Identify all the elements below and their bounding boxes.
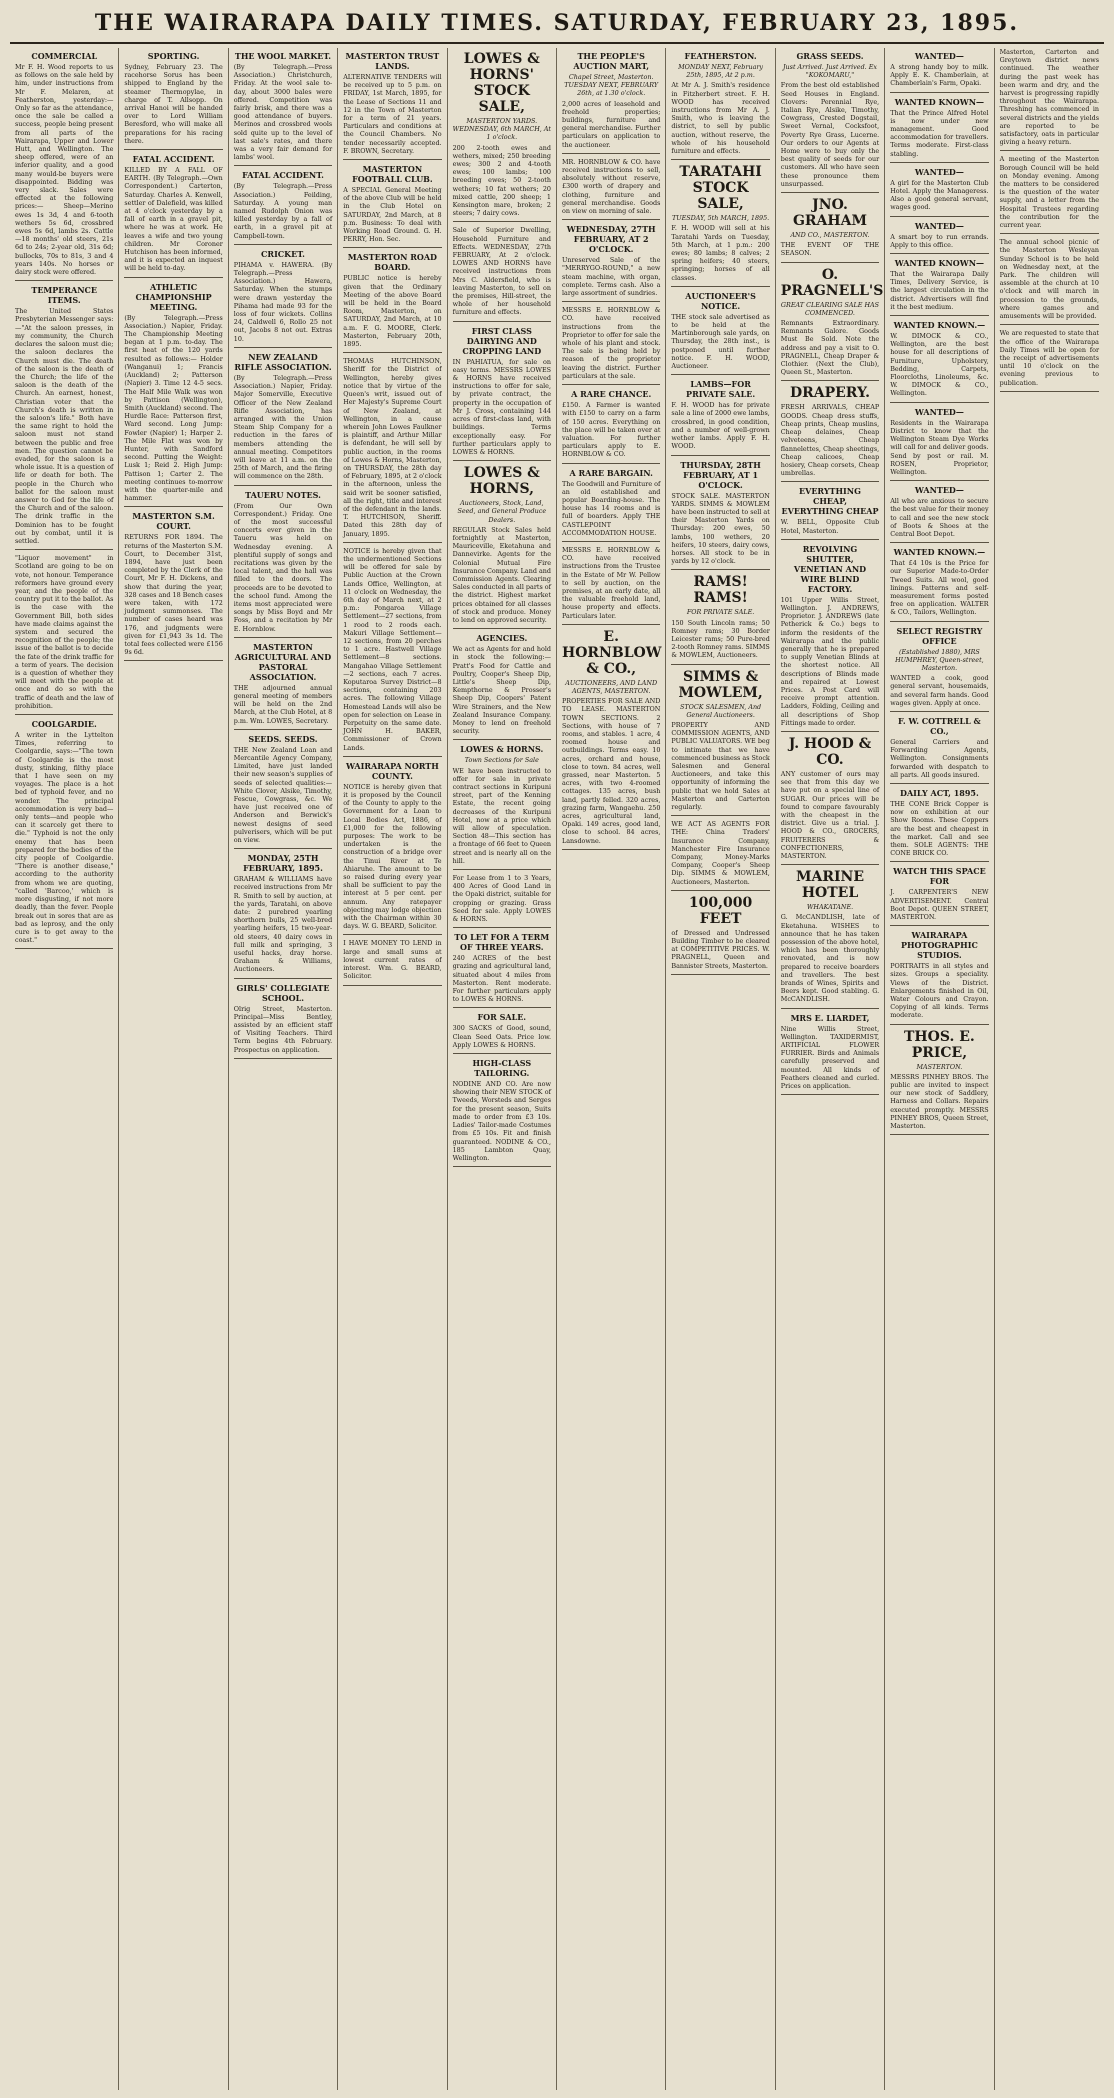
article-heading: WANTED KNOWN.— [893,547,986,558]
article-heading: REVOLVING SHUTTER, VENETIAN AND WIRE BLIND FACTORY. [793,543,867,594]
article [562,158,660,220]
article [890,547,988,621]
column-10 [995,48,1104,2090]
article-heading: LAMBS—FOR PRIVATE SALE. [686,379,756,400]
article-body: 101 Upper Willis Street, Wellington. J. ANDREWS, Proprietor. J. ANDREWS (late Petherick & Co.) begs to inform the residents of the Wairarapa and the public generally that he is prepared to supply Venetian Blinds at the shortest notice. All descriptions of Blinds made and repaired at Lowest Prices. A Post Card will receive prompt attention. Ladders, Folding, Ceiling and all descriptions of Shop Fittings made to order. [780,595,880,727]
article-subheading: MASTERTON. [916,1062,963,1071]
article [453,465,551,629]
column-5 [448,48,557,2090]
article-body: W. DIMOCK & CO., Wellington, are the best house for all descriptions of Furniture, Upholstery, Bedding, Carpets, Floorcloths, Linoleums, &c. W. DIMOCK & CO., Wellington. [890,332,989,398]
article-body: "Liquor movement" in Scotland are going to be on vote, not honour. Temperance reformers have ground every year, and the people of the country put it to the ballot. As is the case with the Government Bill, both sides have made claims against the system and secured the recognition of the people; the issue of the ballot is to decide the fate of the drink traffic for a term of years. The decision is a question of whether they will meet with the people at once and do so with the traffic of death and the law of prohibition. [15,554,114,710]
article [781,51,879,193]
article-body: A smart boy to run errands. Apply to this office. [890,232,989,249]
article-body: The United States Presbyterian Messenger says:—"At the saloon presses, in my community, the Church declares the saloon must die; the saloon declares the Church must die. The death of the saloon is the death of the Church; the life of the saloon is the death of the Church. An earnest, honest, Christian voter that the Church's death is written in the saloon's life." Both have the same right to hold the saloon must not stand between the public and free men. The question cannot be evaded, for the saloon is a whole issue. It is a question of life or death for both. The people in the Church who ballot for the saloon must answer to God for the life of the Church and of the saloon. The drink traffic in the Dominion has to be fought out by combat, until it is settled. [15,307,114,545]
article [890,407,988,481]
article [781,869,879,1008]
article-body: That the Prince Alfred Hotel is now under new management. Good accommodation for travellers. Terms moderate. First-class stabling. [890,108,989,158]
article-subheading: Just Arrived. Just Arrived. Ex "KOKOMARU," [782,63,877,80]
article-body: General Carriers and Forwarding Agents, Wellington. Consignments forwarded with despatch to all parts. All goods insured. [890,737,989,779]
column-grid [10,48,1104,2090]
article-heading: JNO. GRAHAM [792,197,868,230]
article [234,352,332,486]
newspaper-masthead: THE WAIRARAPA DAILY TIMES. SATURDAY, FEBRUARY 23, 1895. [10,8,1104,44]
article [890,930,988,1024]
article-body: At Mr A. J. Smith's residence in Fitzherbert street. F. H. WOOD has received instructions from Mr A. J. Smith, who is leaving the district, to sell by public auction, without reserve, the whole of his household furniture and effects. [671,81,770,156]
article-body: Sale of Superior Dwelling, Household Furniture and Effects. WEDNESDAY, 27th FEBRUARY, At 2 o'clock. LOWES AND HORNS have received instructions from Mrs C. Aldersfield, who is leaving Masterton, to sell on the premises, Hill-street, the whole of her household furniture and effects. [452,226,551,317]
article-heading: SIMMS & MOWLEM, [678,668,763,701]
article-body: W. BELL, Opposite Club Hotel, Masterton. [780,518,880,535]
article-heading: WANTED— [914,485,964,496]
article-body: A meeting of the Masterton Borough Council will be held on Monday evening. Among the matters to be considered is the question of the water supply, and a letter from the Hospital Trustees regarding the contribution for the current year. [999,155,1099,230]
article-heading: WAIRARAPA PHOTOGRAPHIC STUDIOS. [900,930,978,961]
article-heading: F. W. COTTRELL & CO., [898,715,981,736]
article-body: ALTERNATIVE TENDERS will be received up to 5 p.m. on FRIDAY, 1st March, 1895, for the Lease of Sections 11 and 12 in the Town of Masterton for a term of 21 years. Particulars and conditions at the Council Chambers. No tender necessarily accepted. F. BROWN, Secretary. [343,73,442,155]
article [1000,238,1099,325]
article-heading: THE PEOPLE'S AUCTION MART, [573,51,650,71]
article-heading: WANTED KNOWN— [894,258,985,269]
article [562,306,660,385]
article [453,326,551,461]
article-heading: RAMS! RAMS! [693,574,748,607]
article-body: 240 ACRES of the best grazing and agricultural land, situated about 4 miles from Masterton. Rent moderate. For further particulars apply to LOWES & HORNS. [452,954,551,1004]
article [453,932,551,1008]
article-subheading: Chapel Street, Masterton. TUESDAY NEXT, FEBRUARY 26th, at 1.30 o'clock. [564,73,659,98]
article-body: G. McCANDLISH, late of Eketahuna. WISHES to announce that he has taken possession of the above hotel, which has been thoroughly renovated, and is now prepared to receive boarders and travellers. The best brands of Wines, Spirits and Beers kept. Good stabling. G. McCANDLISH. [780,913,880,1004]
article-subheading: AUCTIONEERS, AND LAND AGENTS, MASTERTON. [565,678,658,695]
article [343,761,441,936]
article-heading: O. PRAGNELL'S [780,266,884,299]
article-subheading: MASTERTON YARDS. WEDNESDAY, 6th MARCH, At 1 o'clock. [452,117,551,142]
article-body: Sydney, February 23. The racehorse Sorus has been shipped to England by the steamer Thermopylae, in charge of T. Allsopp. On arrival Hanoi will be handed over to Lord William Beresford, who will make all preparations for his racing there. [124,63,223,145]
article [343,164,441,248]
article-heading: ATHLETIC CHAMPIONSHIP MEETING. [135,281,212,312]
article [890,258,988,316]
article-heading: GIRLS' COLLEGIATE SCHOOL. [236,982,330,1003]
article-body: FRESH ARRIVALS, CHEAP GOODS. Cheap dress stuffs, Cheap prints, Cheap muslins, Cheap delaines, Cheap velveteens, Cheap flannelettes, Cheap sheetings, Cheap calicoes, Cheap hosiery, Cheap corsets, Cheap umbrellas. [780,403,880,478]
article-body: THE stock sale advertised as to be held at the Martinborough sale yards, on Thursday, the 28th inst., is postponed until further notice. F. H. WOOD, Auctioneer. [671,312,770,371]
article [671,164,769,287]
article-body: PORTRAITS in all styles and sizes. Groups a speciality. Views of the District. Enlargements finished in Oil, Water Colours and Crayon. Copying of all kinds. Terms moderate. [890,962,989,1020]
article-body: KILLED BY A FALL OF EARTH. (By Telegraph.—Own Correspondent.) Carterton, Saturday. Charles A. Kenwell, settler of Dalefield, was killed at 4 o'clock yesterday by a fall of earth in a gravel pit, where he was at work. He leaves a wife and two young children. Mr Coroner Hutchison has been informed, and it is expected an inquest will be held to-day. [124,166,223,273]
article [124,51,222,150]
article [234,983,332,1059]
article [671,291,769,375]
article [343,547,441,757]
article [781,197,879,263]
article [1000,48,1099,151]
article [343,357,441,542]
article [890,320,988,403]
article [234,249,332,348]
article [671,460,769,571]
article-body: PUBLIC notice is hereby given that the Ordinary Meeting of the above Board will be held in the Board Room, Masterton, on SATURDAY, 2nd March, at 10 a.m. F. G. MOORE, Clerk. Masterton, February 20th, 1895. [343,274,442,349]
article [780,266,884,382]
article-body: That £4 10s is the Price for our Superior Made-to-Order Tweed Suits. All wool, good linings. Patterns and self-measurement forms posted free on application. WALTER & CO., Tailors, Wellington. [890,559,989,617]
article [15,51,113,281]
article [343,252,441,353]
article-heading: WANTED— [914,51,964,61]
article-heading: LOWES & HORNS, [463,465,540,498]
article-body: A writer in the Lyttelton Times, referring to Coolgardie, says:—"The town of Coolgardie is the most dusty, stinking, filthy place that I have seen on my voyages. The place is a hot bed of typhoid fever, and no wonder. The principal accommodation is very bad—only tents—and people who can it scarcely get there to die." Typhoid is not the only enemy that has been prepared for the bodies of the city people of Coolgardie. "There is another disease," according to the authority from whom we are quoting, "called 'Barcoo,' which is more disgusting, if not more deadly, than the fever. People break out in sores that are as bad as leprosy, and the only cure is to get away to the coast." [15,731,114,945]
article-body: Mr F. H. Wood reports to us as follows on the sale held by him, under instructions from Mr F. Melaren, at Featherston, yesterday:— Only so far as the attendance, once the sale be called a success, people being present from all parts of the Wairarapa, Upper and Lower Hutt, and Wellington. The sheep offered, were of an inferior quality, and a good many would-be buyers were disappointed. Bidding was very slack. Sales were effected at the following prices:— Sheep—Merino ewes 1s 3d, 4 and 6-tooth wethers 5s 6d, crossbred ewes 5s 6d, lambs 2s. Cattle—18 months' old steers, 21s 6d to 24s; 2-year old, 31s 6d; bullocks, 70s to 81s, 3 and 4 years 140s. No horses or dairy stock were offered. [15,63,114,277]
article [343,51,441,160]
article-heading: WANTED— [914,166,964,177]
article [671,379,769,455]
article-body: PROPERTIES FOR SALE AND TO LEASE. MASTERTON TOWN SECTIONS. 2 Sections, with house of 7 rooms, and stables. 1 acre, 4 roomed house and outbuildings. Terms easy. 10 acres, orchard and house, close to town. 84 acres, well grassed, near Masterton. 5 acres, with two 4-roomed cottages. 135 acres, bush land, partly felled. 320 acres, grazing farm, Wangaehu. 250 acres, agricultural land, Opaki. 149 acres, good land, close to school. 84 acres, Lansdowne. [562,697,661,845]
article-heading: WANTED KNOWN.— [893,320,986,331]
article-body: NOTICE is hereby given that the undermentioned Sections will be offered for sale by Public Auction at the Crown Lands Office, Wellington, at 11 o'clock on Wednesday, the 6th day of March next, at 2 p.m.: Pongaroa Village Settlement—27 sections, from 1 rood to 2 roods each. Makuri Village Settlement—12 sections, from 20 perches to 1 acre. Hastwell Village Settlement—8 sections. Mangahao Village Settlement—2 sections, each 7 acres. Koputaroa Survey District—8 sections, containing 203 acres. The following Village Homestead Lands will also be open for selection on Lease in Perpetuity on the same date. JOHN H. BAKER, Commissioner of Crown Lands. [343,546,442,752]
article-heading: J. HOOD & CO. [788,735,872,768]
article [562,468,660,542]
column-8 [776,48,885,2090]
column-6 [557,48,666,2090]
article-body: STOCK SALE. MASTERTON YARDS. SIMMS & MOWLEM have been instructed to sell at their Masterton Yards on Thursday: 200 ewes, 50 lambs, 100 wethers, 20 heifers, 10 steers, dairy cows, horses. All stock to be in yards by 12 o'clock. [671,491,770,566]
article [453,744,551,870]
article-body: PROPERTY AND COMMISSION AGENTS, AND PUBLIC VALUATORS. WE beg to intimate that we have commenced business as Stock Salesmen and General Auctioneers, and take this opportunity of informing the public that we hold Sales at Masterton and Carterton regularly. [671,720,770,811]
column-9 [885,48,994,2090]
article-body: THOMAS HUTCHINSON, Sheriff for the District of Wellington, hereby gives notice that by virtue of the Queen's writ, issued out of Her Majesty's Supreme Court of New Zealand, at Wellington, in a cause wherein John Lowes Faulkner is plaintiff, and Arthur Millar is defendant, he will sell by public auction, in the rooms of Lowes & Horns, Masterton, on THURSDAY, the 28th day of February, 1895, at 2 o'clock in the afternoon, unless the said writ be sooner satisfied, all the right, title and interest of the defendant in the lands. T. HUTCHISON, Sheriff. Dated this 28th day of January, 1895. [343,357,442,538]
article [343,939,441,985]
article-body: 200 2-tooth ewes and wethers, mixed; 250 breeding ewes; 300 2 and 4-tooth ewes; 100 lambs; 100 breeding ewes; 50 2-tooth wethers; 10 fat wethers; 20 mixed cattle, 200 sheep; 1 Kensington mare, broken; 2 steers; 7 dairy cows. [452,143,551,218]
article [562,546,660,625]
column-7 [666,48,775,2090]
article-subheading: Town Sections for Sale [464,756,539,765]
article [15,719,113,949]
article-heading: E. HORNBLOW & CO., [562,628,662,677]
article-heading: FIRST CLASS DAIRYING AND CROPPING LAND [462,325,542,356]
article-subheading: WHAKATANE. [806,903,854,912]
article [234,734,332,849]
article [124,282,222,508]
article-heading: A RARE CHANCE. [571,389,652,400]
article-heading: WATCH THIS SPACE FOR [893,866,986,887]
article-heading: MASTERTON S.M. COURT. [132,511,215,532]
article [234,51,332,166]
article-heading: WANTED— [914,220,964,231]
article-body: of Dressed and Undressed Building Timber to be cleared at COMPETITIVE PRICES. W. PRAGNELL, Queen and Bannister Streets, Masterton. [671,928,770,970]
article-body: 300 SACKS of Good, sound, Clean Seed Oats. Price low. Apply LOWES & HORNS. [452,1024,551,1049]
article-body: (By Telegraph.—Press Association.) Christchurch, Friday. At the wool sale to-day, about 3000 bales were offered. Competition was fairly brisk, and there was a good attendance of buyers. Merinos and crossbred wools sold quite up to the level of last sale's rates, and there was a very fair demand for lambs' wool. [233,63,333,162]
article [1000,155,1099,234]
article-body: RETURNS FOR 1894. The returns of the Masterton S.M. Court, to December 31st, 1894, have just been completed by the Clerk of the Court, Mr F. H. Dickens, and show that during the year, 328 cases and 18 Bench cases were taken, with 172 judgment summonses. The number of cases heard was 176, and judgments were given for £1,943 3s 1d. The total fees collected were £156 9s 6d. [124,533,223,657]
article-heading: SEEDS. SEEDS. [248,733,318,744]
article-heading: COOLGARDIE. [31,719,97,730]
article [890,716,988,784]
article [562,629,660,850]
article-body: MESSRS PINHEY BROS. The public are invited to inspect our new stock of Saddlery, Harness and Collars. Repairs executed promptly. MESSRS PINHEY BROS, Queen Street, Masterton. [890,1072,989,1131]
article [671,574,769,664]
article-subheading: (Established 1880), MRS HUMPHREY, Queen-street, Masterton. [895,647,984,672]
article-heading: WEDNESDAY, 27TH FEBRUARY, AT 2 O'CLOCK. [566,224,656,255]
article-body: For Lease from 1 to 3 Years, 400 Acres of Good Land in the Opaki district, suitable for cropping or grazing. Grass Seed for sale. Apply LOWES & HORNS. [452,874,551,924]
article-body: Remnants Extraordinary. Remnants Galore. Goods Must Be Sold. Note the address and pay a visit to O. PRAGNELL, Cheap Draper & Clothier. (Next the Club), Queen St., Masterton. [780,319,880,377]
article-body: WE have been instructed to offer for sale in private contract sections in Kuripuni street, part of the Kenning Estate, the recent going decreases of the Kuripuni Hotel, now at a price which will allow of speculation. Section 48—This section has a frontage of 66 feet to Queen street and is nearly all on the hill. [452,766,551,865]
article [890,788,988,862]
article-subheading: MONDAY NEXT, February 25th, 1895, At 2 p.m. [678,63,764,80]
article-heading: DAILY ACT, 1895. [900,787,979,798]
article-heading: NEW ZEALAND RIFLE ASSOCIATION. [234,351,332,372]
article [124,154,222,278]
article-subheading: STOCK SALESMEN, And General Auctioneers. [680,702,762,719]
article-body: From the best old established Seed Houses in England. Clovers: Perennial Rye, Italian Rye, Alsike, Timothy, Cowgrass, Crested Dogstail, Sweet Vernal, Cocksfoot, Poverty Rye Grass, Lucerne. Our orders to our Agents at Home were to buy only the best quality of seeds for our customers. All who have seen these pronounce them unsurpassed. [780,81,880,188]
article-heading: FOR SALE. [477,1012,527,1023]
article-body: We act as Agents for and hold in stock the following:— Pratt's Food for Cattle and Poultry, Cooper's Sheep Dip, Little's Sheep Dip, Kempthorne & Prosser's Sheep Dip, Coopers' Patent Wire Strainers, and the New Zealand Insurance Company. Money to lend on freehold security. [452,645,551,736]
article-heading: WANTED KNOWN— [894,96,985,107]
article [671,51,769,160]
article-body: MR. HORNBLOW & CO. have received instructions to sell, absolutely without reserve, £300 worth of drapery and clothing, furniture and general merchandise. Goods on view on morning of sale. [562,157,661,216]
article-heading: 100,000 FEET [688,894,753,927]
article [234,170,332,244]
article [453,51,551,222]
article [1000,329,1099,391]
article-heading: SPORTING. [147,51,200,61]
article-body: WE ACT AS AGENTS FOR THE: China Traders' Insurance Company, Manchester Fire Insurance Company, Money-Marks Company, Cooper's Sheep Dip. SIMMS & MOWLEM, Auctioneers, Masterton. [671,820,770,886]
article-body: A strong handy boy to milk. Apply E. K. Chamberlain, at Chamberlain's Farm, Opaki. [890,63,989,88]
article-subheading: AND CO., MASTERTON. [790,231,870,240]
article [562,51,660,154]
article [781,544,879,732]
article [890,1029,988,1136]
column-2 [119,48,228,2090]
article-subheading: Auctioneers, Stock, Land, Seed, and General Produce Dealers. [457,499,547,524]
article-heading: LOWES & HORNS' STOCK SALE, [463,51,540,115]
article [234,490,332,638]
article-heading: TO LET FOR A TERM OF THREE YEARS. [454,932,550,953]
article-body: PIHAMA v. HAWERA. (By Telegraph.—Press Association.) Hawera, Saturday. When the stumps were drawn yesterday the Pihama had made 93 for the loss of four wickets. Collins 24, Caldwell 6, Rollo 25 not out, Jacobs 8 not out. Extras 10. [233,260,333,343]
article-heading: MONDAY, 25TH FEBRUARY, 1895. [243,853,323,874]
column-4 [338,48,447,2090]
article [781,736,879,865]
article-heading: WANTED— [914,406,964,417]
article [453,874,551,928]
article [562,389,660,463]
article-body: MESSRS E. HORNBLOW & CO. have received instructions from the Trustee in the Estate of Mr W. Pellow to sell by auction, on the premises, at an early date, all the valuable freehold land, house property and effects. Particulars later. [562,545,661,620]
article-heading: THE WOOL MARKET. [234,51,332,61]
article-heading: MRS E. LIARDET, [790,1012,870,1023]
article-body: 150 South Lincoln rams; 50 Romney rams; 30 Border Leicester rams; 50 Pure-bred 2-tooth Romney rams. SIMMS & MOWLEM, Auctioneers. [671,618,770,660]
article [890,97,988,163]
article-body: (By Telegraph.—Press Association.) Napier, Friday. The Championship Meeting began at 1 p.m. to-day. The first heat of the 120 yards resulted as follows:— Holder (Wanganui) 1; Francis (Auckland) 2; Patterson (Napier) 3. Time 12 4-5 secs. The Half Mile Walk was won by Pattison (Wellington), Smith (Auckland) second. The Hurdle Race: Patterson first, Ward second. Long Jump: Fowler (Napier) 1; Harper 2. The Mile Flat was won by Hunter, with Sandford second. Putting the Weight: Lusk 1; Reid 2. High Jump: Pattison 1; Carter 2. The meeting continues to-morrow with the quarter-mile and hammer. [124,313,223,503]
article [15,554,113,715]
article-subheading: FOR PRIVATE SALE. [686,608,755,617]
article [124,511,222,661]
article-body: REGULAR Stock Sales held fortnightly at Masterton, Mauriceville, Eketahuna and Dannevirke. Agents for the Colonial Mutual Fire Insurance Company. Land and Commission Agents. Clearing Sales conducted in all parts of the district. Highest market prices obtained for all classes of stock and produce. Money to lend on approved security. [452,525,551,624]
article-body: Nine Willis Street, Wellington. TAXIDERMIST, ARTIFICIAL FLOWER FURRIER. Birds and Animals carefully preserved and mounted. All kinds of Feathers cleaned and curled. Prices on application. [780,1024,880,1091]
article [890,485,988,543]
article-body: GRAHAM & WILLIAMS have received instructions from Mr R. Smith to sell by auction, at the yards, Taratahi, on above date: 2 purebred yearling shorthorn bulls, 25 well-bred yearling heifers, 15 two-year-old steers, 40 dairy cows in full milk and springing, 3 useful hacks, dray horse. Graham & Williams, Auctioneers. [233,875,333,974]
article-body: (From Our Own Correspondent.) Friday. One of the most successful concerts ever given in the Taueru was held on Wednesday evening. A plentiful supply of songs and recitations was given by the local talent, and the hall was filled to the doors. The proceeds are to be devoted to the school fund. Among the items most appreciated were songs by Miss Boyd and Mr Foss, and a recitation by Mr E. Hornblow. [233,501,333,633]
article-body: Masterton, Carterton and Greytown district news continued. The weather during the past week has been warm and dry, and the harvest is progressing rapidly throughout the Wairarapa. Threshing has commenced in several districts and the yields are reported to be satisfactory, oats in particular giving a heavy return. [999,48,1099,147]
article-heading: WAIRARAPA NORTH COUNTY. [345,760,439,781]
article [781,385,879,482]
article-body: F. H. WOOD has for private sale a line of 2000 ewe lambs, crossbred, in good condition, and a number of well-grown wether lambs. Apply F. H. WOOD. [671,401,770,451]
article-body: F. H. WOOD will sell at his Taratahi Yards on Tuesday, 5th March, at 1 p.m.: 200 ewes; 80 lambs; 8 calves; 2 spring heifers; 40 steers, springing; horses of all classes. [671,224,770,282]
article [453,1012,551,1054]
article-body: (By Telegraph.—Press Association.) Feilding, Saturday. A young man named Rudolph Onion was killed yesterday by a fall of earth, in a gravel pit at Campbell-town. [233,182,333,240]
article-heading: MASTERTON ROAD BOARD. [347,252,437,273]
article-heading: GRASS SEEDS. [796,51,864,61]
article-body: IN PAHIATUA, for sale on easy terms. MESSRS LOWES & HORNS have received instructions to offer for sale, by private contract, the property in the occupation of Mr J. Cross, containing 144 acres of first-class land, with buildings. Terms exceptionally easy. For further particulars apply to LOWES & HORNS. [452,357,551,456]
column-1 [10,48,119,2090]
article [562,224,660,302]
article [671,895,769,975]
article-body: WANTED a cook, good general servant, housemaids, and several farm hands. Good wages given. Apply at once. [890,674,989,707]
article-heading: THOS. E. PRICE, [904,1028,975,1061]
article-heading: COMMERCIAL [31,51,98,61]
article [781,1013,879,1096]
article-body: A SPECIAL General Meeting of the above Club will be held in the Club Hotel on SATURDAY, 2nd March, at 8 p.m. Business: To deal with Working Road Ground. G. H. PERRY, Hon. Sec. [343,186,442,244]
column-3 [229,48,338,2090]
article [15,285,113,550]
article-heading: HIGH-CLASS TAILORING. [472,1058,532,1079]
article-body: The annual school picnic of the Masterton Wesleyan Sunday School is to be held on Wednesday next, at the Park. The children will assemble at the church at 10 o'clock and will march in procession to the grounds, where games and amusements will be provided. [999,238,1099,321]
article-body: A girl for the Masterton Club Hotel. Apply the Manageress. Also a good general servant, wages good. [890,178,989,212]
article-body: THE EVENT OF THE SEASON. [780,241,880,258]
article [671,669,769,817]
article [453,226,551,321]
article [890,866,988,926]
article [890,221,988,254]
article [234,642,332,730]
article-heading: AGENCIES. [476,633,528,644]
article-body: MESSRS E. HORNBLOW & CO. have received instructions from the Proprietor to offer for sale the whole of his plant and stock. The sale is being held by reason of the proprietor leaving the district. Further particulars at the sale. [562,306,661,380]
article-body: Unreserved Sale of the "MERRYGO-ROUND," a new steam machine, with organ, complete. Terms cash. Also a large assortment of sundries. [562,256,661,298]
article [234,853,332,978]
article-heading: A RARE BARGAIN. [569,467,653,478]
article-heading: FATAL ACCIDENT. [132,154,215,165]
article-heading: MARINE HOTEL [795,869,864,902]
article-heading: TAUERU NOTES. [245,489,321,500]
article [890,626,988,712]
article-body: The Goodwill and Furniture of an old established and popular Boarding-house. The house has 14 rooms and is full of boarders. Apply THE CASTLEPOINT ACCOMMODATION HOUSE. [562,479,661,537]
article-heading: CRICKET. [261,248,305,259]
article-body: I HAVE MONEY TO LEND in large and small sums at lowest current rates of interest. Wm. G. BEARD, Solicitor. [343,939,442,981]
article [453,1058,551,1167]
article-body: Olrig Street, Masterton. Principal—Miss Bentley, assisted by an efficient staff of Visiting Teachers. Third Term begins 4th February. Prospectus on application. [233,1004,333,1054]
article-heading: MASTERTON AGRICULTURAL AND PASTORAL ASSOCIATION. [234,641,332,682]
article [781,486,879,539]
article-body: THE New Zealand Loan and Mercantile Agency Company, Limited, have just landed their new season's supplies of seeds of selected qualities:— White Clover, Alsike, Timothy, Fescue, Cowgrass, &c. We have just received one of Anderson and Berwick's newest designs of seed pulverisers, which will be put on view. [233,745,333,845]
article-heading: TEMPERANCE ITEMS. [31,285,98,306]
article-subheading: GREAT CLEARING SALE HAS COMMENCED. [780,300,880,317]
article-heading: MASTERTON FOOTBALL CLUB. [352,164,433,185]
article-body: (By Telegraph.—Press Association.) Napier, Friday. Major Somerville, Executive Officer of the New Zealand Rifle Association, has arranged with the Union Steam Ship Company for a reduction in the fares of members attending the annual meeting. Competitors will leave at 11 a.m. on the 25th of March, and the firing will commence on the 28th. [233,373,333,481]
article-body: NOTICE is hereby given that it is proposed by the Council of the County to apply to the Government for a Loan to Local Bodies Act, 1886, of £1,000 for the following purposes: The work to be undertaken is the construction of a bridge over the Tinui River at Te Ahiaruhe. The amount to be so raised during every year shall be sufficient to pay the interest at 5 per cent. per annum. Any ratepayer objecting may lodge objection with the Chairman within 30 days. W. G. BEARD, Solicitor. [343,782,442,931]
article-heading: EVERYTHING CHEAP, EVERYTHING CHEAP [781,486,879,517]
article-body: THE CONE Brick Copper is now on exhibition at our Show Rooms. These Coppers are the best and cheapest in the market. Call and see them. SOLE AGENTS: THE CONE BRICK CO. [890,799,989,858]
article [671,820,769,891]
article [890,167,988,217]
article-body: All who are anxious to secure the best value for their money to call and see the new stock of Boots & Shoes at the Central Boot Depot. [890,497,989,538]
article-body: That the Wairarapa Daily Times, Delivery Service, is the largest circulation in the district. Advertisers will find it the best medium. [890,270,989,311]
article-heading: SELECT REGISTRY OFFICE [896,625,983,646]
article-heading: LOWES & HORNS. [460,744,544,755]
article-heading: DRAPERY. [789,385,871,402]
article-heading: AUCTIONEER'S NOTICE. [685,290,756,311]
article-body: J. CARPENTER'S NEW ADVERTISEMENT. Central Boot Depot. QUEEN STREET, MASTERTON. [890,888,989,922]
article-body: 2,000 acres of leasehold and freehold properties; buildings, furniture and general merchandise. Further particulars on application to the auctioneer. [562,99,661,149]
article-body: ANY customer of ours may see that from this day we have put on a special line of SUGAR. Our prices will be found to compare favourably with the cheapest in the district. Give us a trial. J. HOOD & CO., GROCERS, FRUITERERS & CONFECTIONERS, MASTERTON. [780,769,880,860]
article-heading: FATAL ACCIDENT. [242,170,324,181]
article-heading: FEATHERSTON. [684,51,757,61]
article-heading: MASTERTON TRUST LANDS. [345,51,440,71]
article-subheading: TUESDAY, 5th MARCH, 1895. [671,214,770,223]
article [453,633,551,740]
article-heading: TARATAHI STOCK SALE, [679,164,762,213]
article-heading: THURSDAY, 28TH FEBRUARY, AT 1 O'CLOCK. [680,459,761,490]
article-body: NODINE AND CO. Are now showing their NEW STOCK of Tweeds, Worsteds and Serges for the present season, Suits made to order from £3 10s. Ladies' Tailor-made Costumes from £5 10s. Fit and finish guaranteed. NODINE & CO., 185 Lambton Quay, Wellington. [452,1080,551,1162]
article-body: £150. A Farmer is wanted with £150 to carry on a farm of 150 acres. Everything on the place will be taken over at valuation. For further particulars apply to E. HORNBLOW & CO. [562,401,661,459]
article-body: Residents in the Wairarapa District to know that the Wellington Steam Dye Works will call for and deliver goods. Send by post or rail. M. ROSEN, Proprietor, Wellington. [890,418,989,476]
article-body: THE adjourned annual general meeting of members will be held on the 2nd March, at the Club Hotel, at 8 p.m. Wm. LOWES, Secretary. [233,683,333,725]
article-body: We are requested to state that the office of the Wairarapa Daily Times will be open for the receipt of advertisements until 10 o'clock on the evening previous to publication. [999,329,1099,387]
article [890,51,988,93]
